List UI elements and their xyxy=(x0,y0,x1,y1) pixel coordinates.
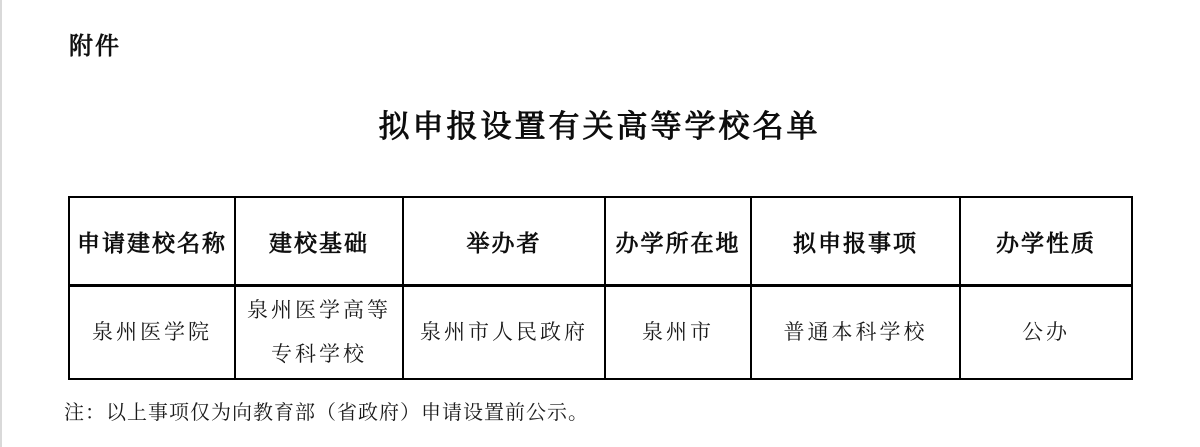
cell-founding-basis: 泉州医学高等专科学校 xyxy=(235,286,403,380)
cell-organizer: 泉州市人民政府 xyxy=(403,286,605,380)
attachment-label: 附件 xyxy=(69,33,121,60)
note-text: 注：以上事项仅为向教育部（省政府）申请设置前公示。 xyxy=(64,402,589,424)
schools-table xyxy=(68,196,1133,380)
cell-school-nature: 公办 xyxy=(960,286,1132,380)
cell-application-item: 普通本科学校 xyxy=(751,286,960,380)
header-founding-basis: 建校基础 xyxy=(235,197,403,286)
table-header-row xyxy=(69,197,1132,286)
cell-application-school-name: 泉州医学院 xyxy=(69,286,235,380)
table-row xyxy=(69,286,1132,380)
header-location: 办学所在地 xyxy=(605,197,751,286)
header-organizer: 举办者 xyxy=(403,197,605,286)
header-application-school-name: 申请建校名称 xyxy=(69,197,235,286)
header-application-item: 拟申报事项 xyxy=(751,197,960,286)
cell-location: 泉州市 xyxy=(605,286,751,380)
document-title: 拟申报设置有关高等学校名单 xyxy=(378,109,821,144)
scan-edge-line xyxy=(0,0,2,447)
header-school-nature: 办学性质 xyxy=(960,197,1132,286)
